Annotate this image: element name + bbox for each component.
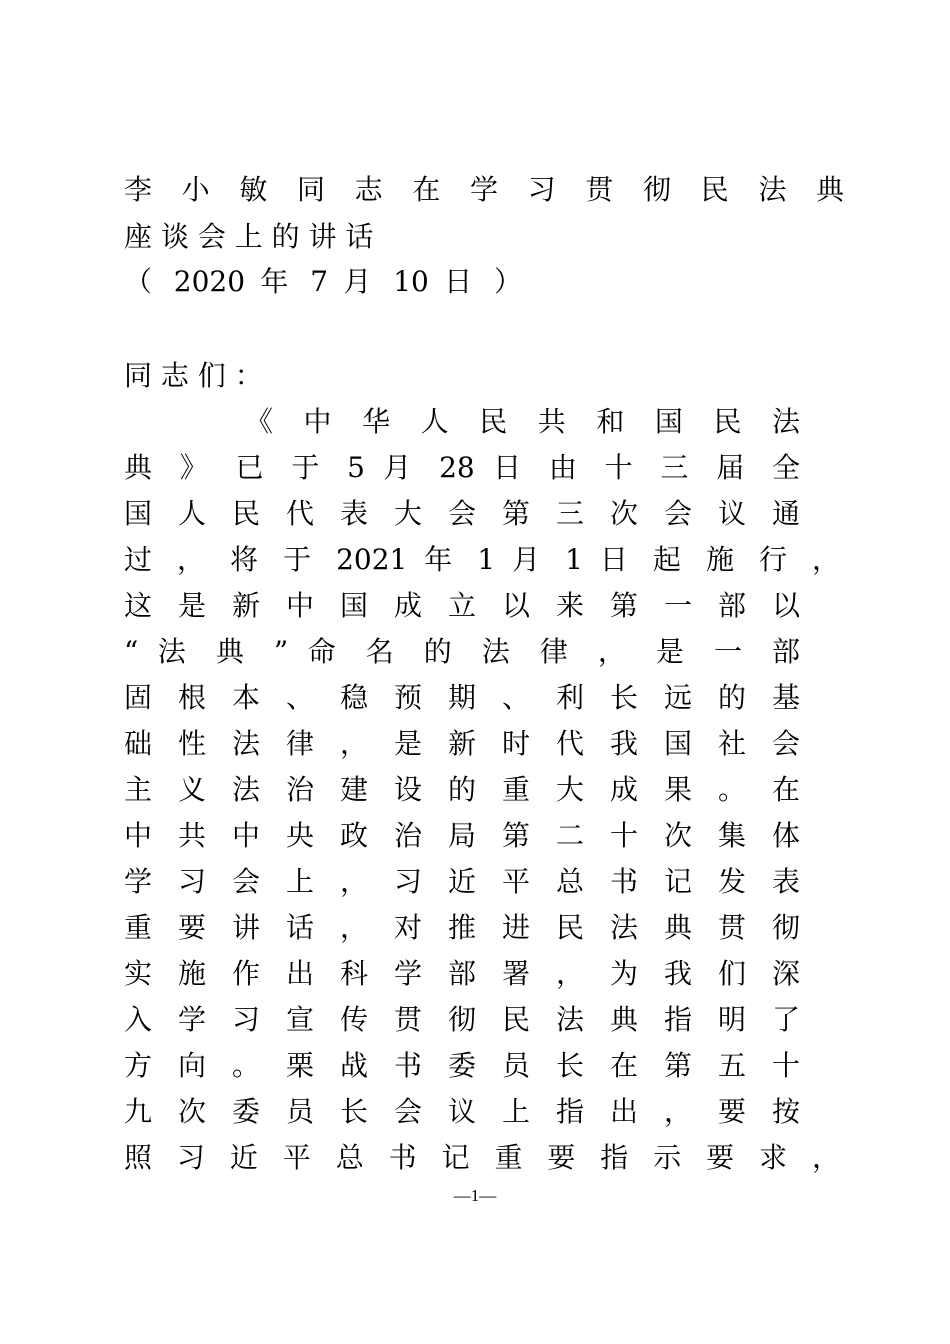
body-line-9: 主 义 法 治 建 设 的 重 大 成 果 。 在 <box>124 773 800 806</box>
body-line-7: 固 根 本 、 稳 预 期 、 利 长 远 的 基 <box>124 681 800 714</box>
body-line-14: 入 学 习 宣 传 贯 彻 民 法 典 指 明 了 <box>124 1003 800 1036</box>
body-line-11: 学 习 会 上 ， 习 近 平 总 书 记 发 表 <box>124 865 800 898</box>
body-line-12: 重 要 讲 话 ， 对 推 进 民 法 典 贯 彻 <box>124 911 800 944</box>
body-line-16: 九 次 委 员 长 会 议 上 指 出 ， 要 按 <box>124 1095 800 1128</box>
body-line-10: 中 共 中 央 政 治 局 第 二 十 次 集 体 <box>124 819 800 852</box>
body-line-8: 础 性 法 律 ， 是 新 时 代 我 国 社 会 <box>124 727 800 760</box>
body-line-1: 《 中 华 人 民 共 和 国 民 法 <box>245 405 800 438</box>
title-line-2: 座 谈 会 上 的 讲 话 <box>124 220 374 253</box>
body-line-4: 过 ， 将 于 2021 年 1 月 1 日 起 施 行 ， <box>124 543 840 576</box>
page-number: —1— <box>453 1186 497 1205</box>
body-line-3: 国 人 民 代 表 大 会 第 三 次 会 议 通 <box>124 497 800 530</box>
speech-date: （ 2020 年 7 月 10 日 ） <box>124 265 522 298</box>
body-line-17: 照 习 近 平 总 书 记 重 要 指 示 要 求 ， <box>124 1141 840 1174</box>
salutation: 同 志 们 ： <box>124 359 263 392</box>
body-line-5: 这 是 新 中 国 成 立 以 来 第 一 部 以 <box>124 589 800 622</box>
body-line-2: 典 》 已 于 5 月 28 日 由 十 三 届 全 <box>124 451 800 484</box>
body-line-13: 实 施 作 出 科 学 部 署 ， 为 我 们 深 <box>124 957 800 990</box>
body-line-6: “ 法 典 ” 命 名 的 法 律 ， 是 一 部 <box>124 635 800 668</box>
body-line-15: 方 向 。 栗 战 书 委 员 长 在 第 五 十 <box>124 1049 800 1082</box>
title-line-1: 李 小 敏 同 志 在 学 习 贯 彻 民 法 典 <box>124 173 844 206</box>
